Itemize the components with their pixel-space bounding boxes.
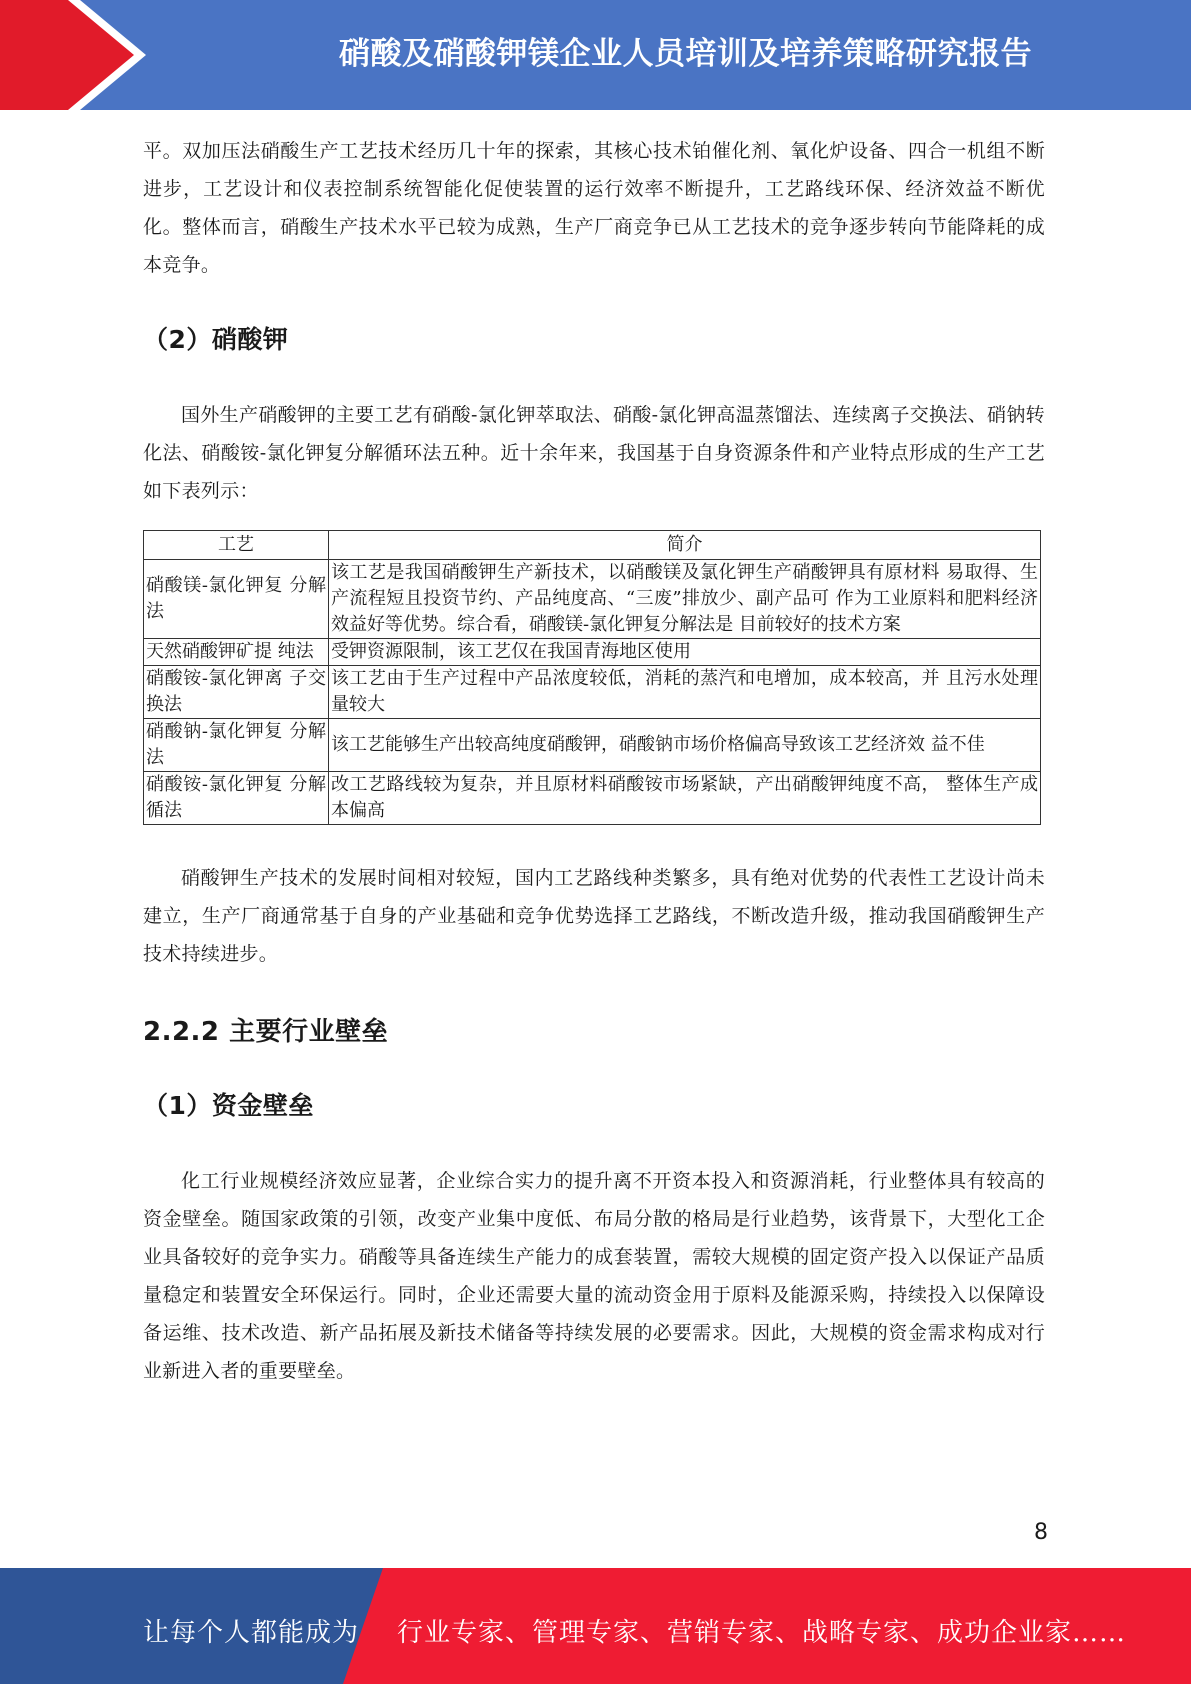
process-table bbox=[143, 530, 1041, 825]
header-arrow-decoration bbox=[0, 0, 150, 110]
table-cell-process: 硝酸铵-氯化钾离 子交换法 bbox=[144, 666, 329, 719]
paragraph-kno3-development: 硝酸钾生产技术的发展时间相对较短，国内工艺路线种类繁多，具有绝对优势的代表性工艺设计尚未建立，生产厂商通常基于自身的产业基础和竞争优势选择工艺路线，不断改造升级，推动我国硝酸钾生产技术持续进步。 bbox=[143, 867, 1045, 965]
table-cell-intro: 该工艺由于生产过程中产品浓度较低，消耗的蒸汽和电增加，成本较高，并 且污水处理量较大 bbox=[329, 666, 1041, 719]
table-cell-process: 硝酸钠-氯化钾复 分解法 bbox=[144, 719, 329, 772]
table-cell-process: 天然硝酸钾矿提 纯法 bbox=[144, 639, 329, 666]
report-title: 硝酸及硝酸钾镁企业人员培训及培养策略研究报告 bbox=[339, 36, 1032, 72]
table-row bbox=[144, 666, 1041, 719]
heading-potassium-nitrate: （2）硝酸钾 bbox=[143, 325, 289, 354]
table-row bbox=[144, 560, 1041, 639]
table-row bbox=[144, 772, 1041, 825]
page-content bbox=[143, 126, 1045, 1390]
table-cell-intro: 改工艺路线较为复杂，并且原材料硝酸铵市场紧缺，产出硝酸钾纯度不高， 整体生产成本偏高 bbox=[329, 772, 1041, 825]
paragraph-capital-barrier: 化工行业规模经济效应显著，企业综合实力的提升离不开资本投入和资源消耗，行业整体具有较高的资金壁垒。随国家政策的引领，改变产业集中度低、布局分散的格局是行业趋势，该背景下，大型化工企业具备较好的竞争实力。硝酸等具备连续生产能力的成套装置，需较大规模的固定资产投入以保证产品质量稳定和装置安全环保运行。同时，企业还需要大量的流动资金用于原料及能源采购，持续投入以保障设备运维、技术改造、新产品拓展及新技术储备等持续发展的必要需求。因此，大规模的资金需求构成对行业新进入者的重要壁垒。 bbox=[143, 1170, 1045, 1382]
paragraph-kno3-processes: 国外生产硝酸钾的主要工艺有硝酸-氯化钾萃取法、硝酸-氯化钾高温蒸馏法、连续离子交换法、硝钠转化法、硝酸铵-氯化钾复分解循环法五种。近十余年来，我国基于自身资源条件和产业特点形成的生产工艺如下表列示： bbox=[143, 404, 1045, 502]
footer-slogan-left: 让每个人都能成为 bbox=[143, 1618, 360, 1648]
table-cell-intro: 受钾资源限制，该工艺仅在我国青海地区使用 bbox=[329, 639, 1041, 666]
table-cell-intro: 该工艺是我国硝酸钾生产新技术，以硝酸镁及氯化钾生产硝酸钾具有原材料 易取得、生产流程短且投资节约、产品纯度高、“三废”排放少、副产品可 作为工业原料和肥料经济效益好等优势。综合看，硝酸镁-氯化钾复分解法是 目前较好的技术方案 bbox=[329, 560, 1041, 639]
page-header bbox=[0, 0, 1191, 110]
heading-capital-barrier: （1）资金壁垒 bbox=[143, 1091, 314, 1120]
table-header-intro: 简介 bbox=[329, 531, 1041, 560]
table-header-row bbox=[144, 531, 1041, 560]
table-row bbox=[144, 719, 1041, 772]
paragraph-nitric-acid-tech: 平。双加压法硝酸生产工艺技术经历几十年的探索，其核心技术铂催化剂、氧化炉设备、四合一机组不断进步，工艺设计和仪表控制系统智能化促使装置的运行效率不断提升，工艺路线环保、经济效益不断优化。整体而言，硝酸生产技术水平已较为成熟，生产厂商竞争已从工艺技术的竞争逐步转向节能降耗的成本竞争。 bbox=[143, 140, 1045, 276]
footer-slogan-right: 行业专家、管理专家、营销专家、战略专家、成功企业家…… bbox=[397, 1618, 1127, 1648]
table-cell-intro: 该工艺能够生产出较高纯度硝酸钾，硝酸钠市场价格偏高导致该工艺经济效 益不佳 bbox=[329, 719, 1041, 772]
table-row bbox=[144, 639, 1041, 666]
table-header-process: 工艺 bbox=[144, 531, 329, 560]
section-heading-industry-barriers: 2.2.2 主要行业壁垒 bbox=[143, 1017, 389, 1047]
table-cell-process: 硝酸镁-氯化钾复 分解法 bbox=[144, 560, 329, 639]
page-footer bbox=[0, 1568, 1191, 1684]
table-cell-process: 硝酸铵-氯化钾复 分解循法 bbox=[144, 772, 329, 825]
page-number: 8 bbox=[1034, 1520, 1048, 1545]
